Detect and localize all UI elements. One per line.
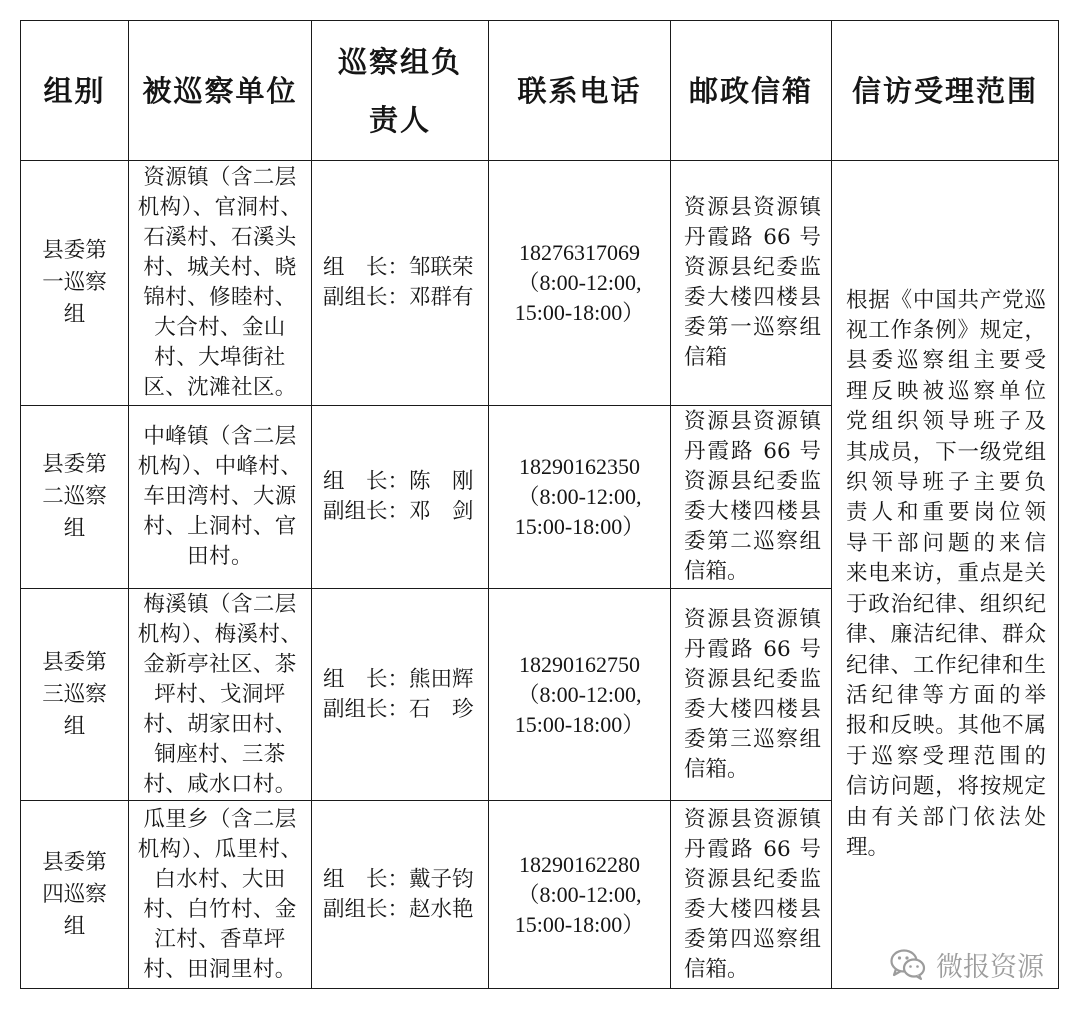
petition-scope-line: 视工作条例》规定， (846, 318, 1046, 344)
mailbox-line: 委第二巡察组 (684, 529, 821, 554)
inspected-unit-line: 大合村、金山 (154, 315, 286, 340)
header-team-leader-line: 责人 (368, 102, 431, 137)
header-inspected-units (129, 21, 312, 161)
mailbox-line: 委第三巡察组 (684, 726, 821, 752)
inspected-units-cell (129, 406, 312, 589)
inspected-unit-line: 机构）、中峰村、 (137, 454, 303, 479)
inspected-unit-line: 白水村、大田 (154, 866, 286, 892)
mailbox-line: 委第一巡察组 (684, 315, 821, 340)
phone-line: 18290162350 (519, 454, 640, 479)
inspected-unit-line: 金新亭社区、茶 (143, 651, 297, 677)
inspected-unit-line: 机构）、梅溪村、 (137, 621, 303, 647)
header-team-leader (312, 21, 489, 161)
inspected-units-cell (129, 589, 312, 801)
petition-scope-cell (832, 161, 1059, 989)
header-mailbox (671, 21, 832, 161)
mailbox-line: 委大楼四楼县 (684, 696, 821, 722)
leader-line: 副组长：石 珍 (323, 696, 474, 722)
phone-line: 18290162750 (519, 651, 640, 677)
mailbox-address-cell (671, 161, 832, 406)
leader-line: 组 长：陈 刚 (323, 469, 474, 494)
mailbox-line: 丹霞路 66 号 (684, 636, 821, 662)
leader-line: 组 长：戴子钧 (323, 866, 474, 892)
group-name-line: 县委第 (42, 849, 107, 875)
contact-phone-cell (489, 161, 671, 406)
petition-scope-line: 律、廉洁纪律、群众 (846, 622, 1046, 648)
petition-scope-line: 由有关部门依法处 (846, 804, 1046, 830)
mailbox-line: 信箱。 (684, 559, 749, 584)
group-name-line: 县委第 (42, 649, 107, 675)
inspected-unit-line: 车田湾村、大源 (143, 484, 297, 509)
mailbox-line: 信箱。 (684, 956, 749, 982)
mailbox-line: 委大楼四楼县 (684, 896, 821, 922)
mailbox-line: 委大楼四楼县 (684, 285, 821, 310)
leader-line: 组 长：邹联荣 (323, 255, 474, 280)
mailbox-line: 丹霞路 66 号 (684, 439, 821, 464)
phone-line: 18276317069 (519, 240, 640, 265)
petition-scope-line: 责人和重要岗位领 (846, 500, 1046, 526)
inspected-unit-line: 田村。 (187, 544, 253, 569)
mailbox-address-cell (671, 589, 832, 801)
team-leaders-cell (312, 406, 489, 589)
inspected-unit-line: 资源镇（含二层 (143, 165, 297, 190)
group-name-line: 组 (63, 302, 86, 327)
inspected-unit-line: 石溪村、石溪头 (143, 225, 297, 250)
petition-scope-line: 党组织领导班子及 (846, 409, 1046, 435)
table-header-row (21, 21, 1059, 161)
header-group (21, 21, 129, 161)
leader-line: 副组长：邓群有 (323, 285, 474, 310)
petition-scope-line: 理。 (846, 834, 890, 860)
header-group-label: 组别 (43, 73, 106, 108)
inspected-unit-line: 瓜里乡（含二层 (143, 806, 297, 832)
inspected-unit-line: 中峰镇（含二层 (143, 424, 297, 449)
inspected-unit-line: 村、大埠街社 (154, 345, 286, 370)
inspected-unit-line: 机构）、官洞村、 (137, 195, 303, 220)
petition-scope-line: 根据《中国共产党巡 (846, 287, 1046, 313)
group-name-cell (21, 801, 129, 989)
inspected-unit-line: 铜座村、三茶 (154, 741, 286, 767)
mailbox-line: 资源县资源镇 (684, 606, 821, 632)
group-name-line: 县委第 (42, 238, 107, 263)
inspected-unit-line: 区、沈滩社区。 (143, 375, 297, 400)
mailbox-line: 资源县资源镇 (684, 409, 821, 434)
team-leaders-cell (312, 161, 489, 406)
header-mailbox-label: 邮政信箱 (688, 73, 813, 108)
petition-scope-line: 纪律、工作纪律和生 (846, 652, 1046, 678)
inspected-unit-line: 村、田洞里村。 (143, 956, 297, 982)
group-name-line: 三巡察 (42, 681, 107, 707)
contact-phone-cell (489, 589, 671, 801)
petition-scope-line: 于巡察受理范围的 (846, 743, 1046, 769)
contact-phone-cell (489, 801, 671, 989)
team-leaders-cell (312, 801, 489, 989)
watermark-text: 微报资源 (936, 951, 1044, 983)
mailbox-line: 丹霞路 66 号 (684, 836, 821, 862)
leader-line: 组 长：熊田辉 (323, 666, 474, 692)
header-contact-phone-label: 联系电话 (517, 73, 642, 108)
petition-scope-line: 信访问题，将按规定 (846, 774, 1046, 800)
group-name-line: 县委第 (42, 452, 107, 477)
petition-scope-line: 报和反映。其他不属 (846, 713, 1046, 739)
mailbox-line: 委大楼四楼县 (684, 499, 821, 524)
group-name-cell (21, 406, 129, 589)
mailbox-line: 资源县纪委监 (684, 255, 821, 280)
petition-scope-line: 来电来访，重点是关 (846, 561, 1046, 587)
inspected-unit-line: 村、白竹村、金 (143, 896, 297, 922)
inspected-units-cell (129, 801, 312, 989)
group-name-cell (21, 589, 129, 801)
header-inspected-units-label: 被巡察单位 (142, 73, 298, 108)
group-name-line: 组 (63, 913, 86, 939)
group-name-cell (21, 161, 129, 406)
group-name-line: 一巡察 (42, 270, 107, 295)
group-name-line: 组 (63, 713, 86, 739)
phone-line: 15:00-18:00） (514, 711, 645, 737)
inspected-unit-line: 江村、香草坪 (154, 926, 286, 952)
header-contact-phone (489, 21, 671, 161)
mailbox-line: 委第四巡察组 (684, 926, 821, 952)
inspected-unit-line: 梅溪镇（含二层 (143, 591, 297, 617)
leader-line: 副组长：赵水艳 (323, 896, 474, 922)
inspected-unit-line: 村、咸水口村。 (143, 771, 297, 797)
inspected-unit-line: 坪村、戈洞坪 (154, 681, 286, 707)
phone-line: 15:00-18:00） (514, 514, 645, 539)
petition-scope-line: 其成员，下一级党组 (846, 439, 1046, 465)
phone-line: （8:00-12:00, (517, 484, 642, 509)
phone-line: 18290162280 (519, 851, 640, 877)
inspected-unit-line: 村、城关村、晓 (143, 255, 297, 280)
phone-line: 15:00-18:00） (514, 911, 645, 937)
header-petition-scope-label: 信访受理范围 (851, 73, 1038, 108)
leader-line: 副组长：邓 剑 (323, 499, 474, 524)
petition-scope-line: 织领导班子主要负 (846, 470, 1046, 496)
team-leaders-cell (312, 589, 489, 801)
watermark (890, 944, 1044, 984)
header-petition-scope (832, 21, 1059, 161)
contact-phone-cell (489, 406, 671, 589)
mailbox-line: 信箱。 (684, 756, 749, 782)
mailbox-line: 资源县纪委监 (684, 666, 821, 692)
petition-scope-line: 县委巡察组主要受 (846, 348, 1046, 374)
wechat-icon (890, 948, 926, 980)
phone-line: （8:00-12:00, (517, 681, 642, 707)
petition-scope-line: 理反映被巡察单位 (846, 378, 1046, 404)
mailbox-address-cell (671, 406, 832, 589)
phone-line: （8:00-12:00, (517, 270, 642, 295)
inspected-unit-line: 村、上洞村、官 (143, 514, 297, 539)
inspected-units-cell (129, 161, 312, 406)
phone-line: 15:00-18:00） (514, 300, 645, 325)
group-name-line: 四巡察 (42, 881, 107, 907)
inspection-groups-table (20, 20, 1059, 989)
group-name-line: 二巡察 (42, 484, 107, 509)
petition-scope-line: 导干部问题的来信 (846, 530, 1046, 556)
petition-scope-line: 活纪律等方面的举 (846, 682, 1046, 708)
group-name-line: 组 (63, 516, 86, 541)
petition-scope-line: 于政治纪律、组织纪 (846, 591, 1046, 617)
inspected-unit-line: 村、胡家田村、 (143, 711, 297, 737)
mailbox-line: 丹霞路 66 号 (684, 225, 821, 250)
mailbox-line: 资源县纪委监 (684, 469, 821, 494)
table-row (21, 161, 1059, 406)
mailbox-line: 资源县资源镇 (684, 806, 821, 832)
inspected-unit-line: 锦村、修睦村、 (143, 285, 297, 310)
mailbox-address-cell (671, 801, 832, 989)
table-body (21, 161, 1059, 989)
mailbox-line: 资源县资源镇 (684, 195, 821, 220)
inspected-unit-line: 机构）、瓜里村、 (137, 836, 303, 862)
phone-line: （8:00-12:00, (517, 881, 642, 907)
header-team-leader-line: 巡察组负 (337, 44, 462, 79)
mailbox-line: 资源县纪委监 (684, 866, 821, 892)
mailbox-line: 信箱 (684, 345, 728, 370)
